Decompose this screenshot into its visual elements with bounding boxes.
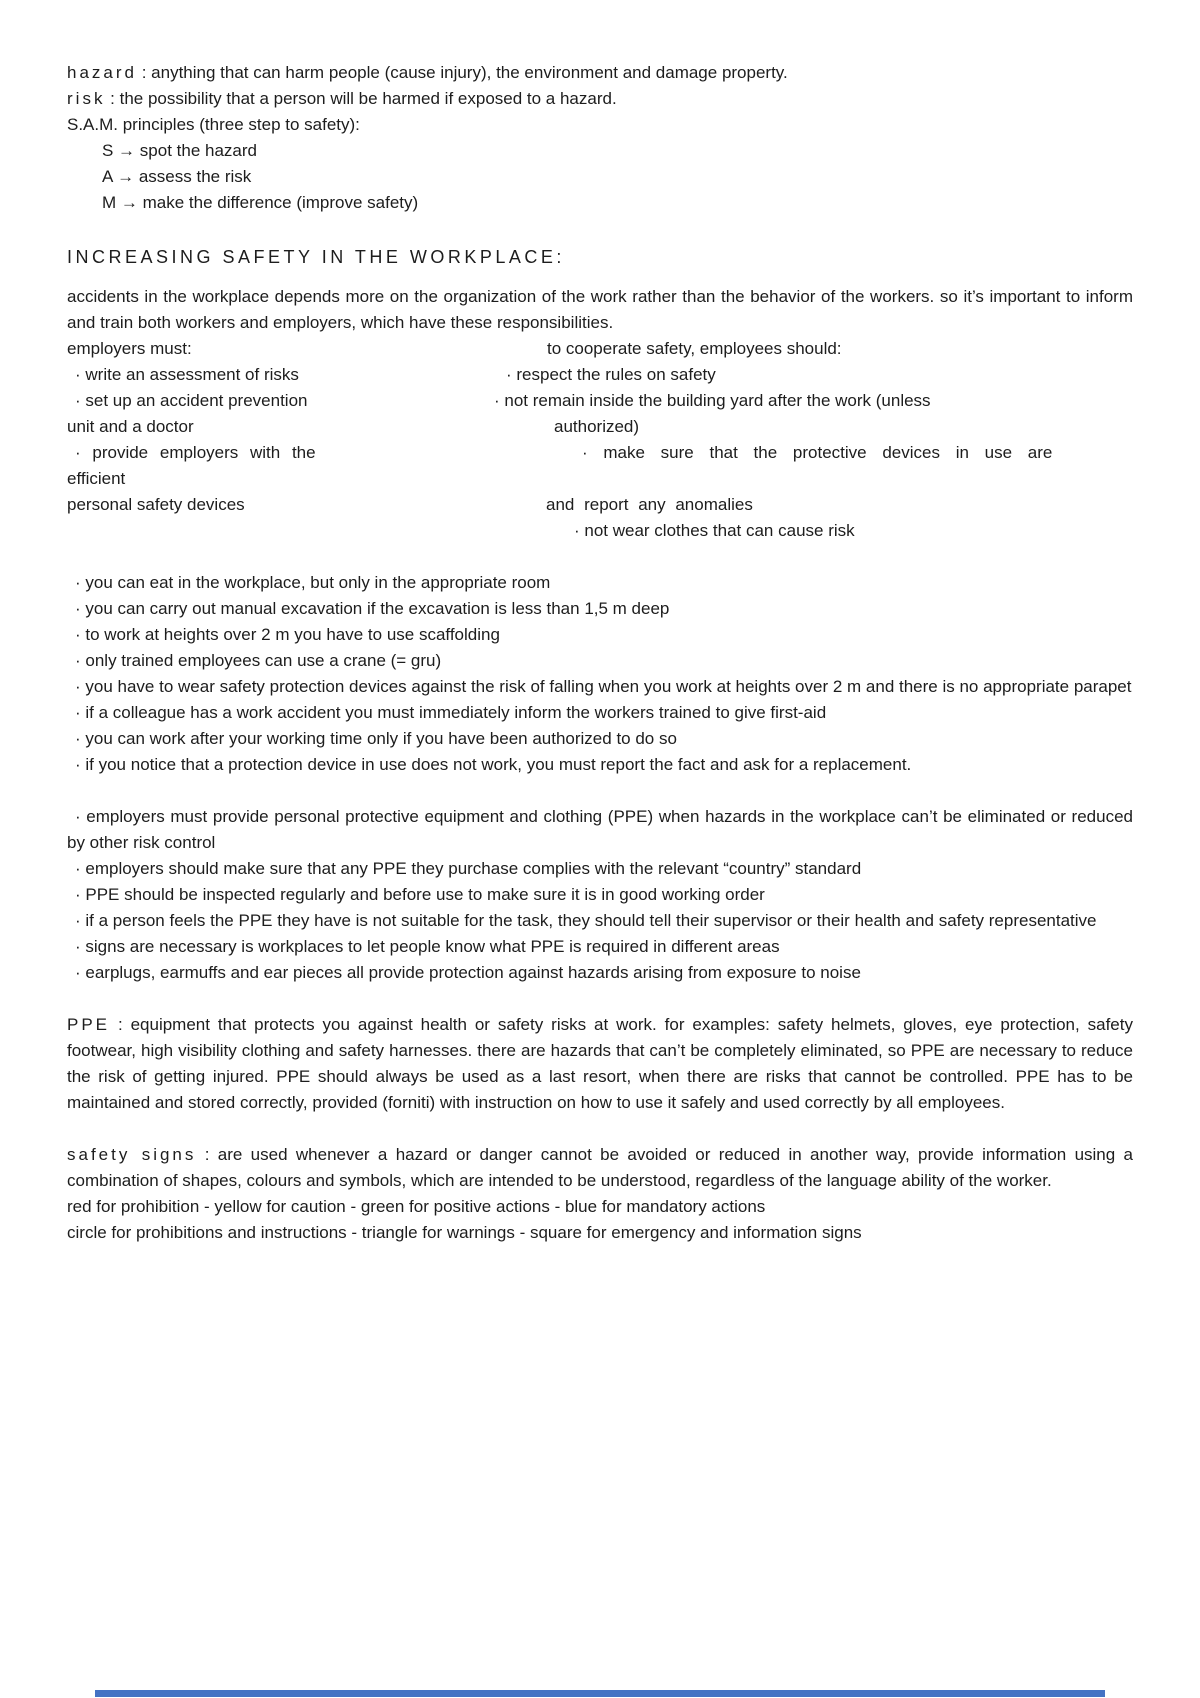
employee-duty: and report any anomalies <box>546 495 753 514</box>
employee-duty: authorized) <box>554 417 640 436</box>
list-item: · if you notice that a protection device in use does not work, you must report the fact and ask for a replacement. <box>75 755 912 774</box>
list-item: · employers should make sure that any PPE they purchase complies with the relevant “country” standard <box>75 859 862 878</box>
duties-row <box>67 492 1133 518</box>
duties-row <box>67 414 1133 440</box>
sam-step-assess: A → assess the risk <box>102 167 252 186</box>
sam-step-spot: S → spot the hazard <box>102 141 257 160</box>
employee-duty: · not remain inside the building yard after the work (unless <box>494 391 931 410</box>
duties-row <box>67 362 1133 388</box>
sam-step-make: M → make the difference (improve safety) <box>102 193 419 212</box>
definition-risk-text: : the possibility that a person will be harmed if exposed to a hazard. <box>105 89 617 108</box>
list-item: · you can work after your working time only if you have been authorized to do so <box>75 729 677 748</box>
term-hazard: hazard <box>67 63 137 82</box>
employer-duty: unit and a doctor <box>67 417 194 436</box>
list-item: · you can carry out manual excavation if the excavation is less than 1,5 m deep <box>75 599 670 618</box>
employee-duty: · not wear clothes that can cause risk <box>574 521 855 540</box>
signs-shapes-line: circle for prohibitions and instructions - triangle for warnings - square for emergency and information signs <box>67 1223 862 1242</box>
list-item: · signs are necessary is workplaces to let people know what PPE is required in different areas <box>75 937 780 956</box>
employer-duty: personal safety devices <box>67 495 245 514</box>
section-heading: INCREASING SAFETY IN THE WORKPLACE: <box>67 247 565 267</box>
spacer <box>67 544 1133 570</box>
sam-intro: S.A.M. principles (three step to safety): <box>67 115 360 134</box>
list-item: · earplugs, earmuffs and ear pieces all provide protection against hazards arising from exposure to noise <box>75 963 861 982</box>
duties-row <box>67 440 1133 466</box>
duties-row <box>67 388 1133 414</box>
list-item: · only trained employees can use a crane (= gru) <box>75 651 442 670</box>
employer-duty: · write an assessment of risks <box>75 365 299 384</box>
definition-hazard <box>67 60 1133 86</box>
term-risk: risk <box>67 89 106 108</box>
definition-hazard-text: : anything that can harm people (cause injury), the environment and damage property. <box>136 63 788 82</box>
duties-row <box>67 518 1133 544</box>
ppe-paragraph <box>67 1012 1133 1116</box>
list-item: · if a person feels the PPE they have is not suitable for the task, they should tell their supervisor or their health and safety representative <box>75 911 1097 930</box>
employers-must-label: employers must: <box>67 339 192 358</box>
list-item: · you have to wear safety protection devices against the risk of falling when you work at heights over 2 m and there is no appropriate parapet <box>75 677 1132 696</box>
duties-row <box>67 466 1133 492</box>
list-item: · if a colleague has a work accident you must immediately inform the workers trained to give first-aid <box>75 703 827 722</box>
spacer <box>67 778 1133 804</box>
bottom-accent-bar <box>95 1690 1105 1697</box>
duties-two-column <box>67 336 1133 544</box>
list-item: · you can eat in the workplace, but only in the appropriate room <box>75 573 551 592</box>
list-item: · PPE should be inspected regularly and before use to make sure it is in good working order <box>75 885 765 904</box>
employer-duty: · set up an accident prevention <box>75 391 308 410</box>
term-safety-signs: safety signs <box>67 1145 197 1164</box>
workplace-rules-list <box>67 570 1133 778</box>
employer-duty: efficient <box>67 469 126 488</box>
ppe-rules-list <box>67 804 1133 986</box>
employer-duty: · provide employers with the <box>75 443 316 462</box>
definition-risk <box>67 86 1133 112</box>
spacer <box>67 986 1133 1012</box>
safety-signs-text: : are used whenever a hazard or danger cannot be avoided or reduced in another way, provide information using a combination of shapes, colours and symbols, which are intended to be understood, regardless of the language ability of the worker. <box>67 1145 1134 1190</box>
list-item: · to work at heights over 2 m you have to use scaffolding <box>75 625 500 644</box>
signs-colors-line: red for prohibition - yellow for caution - green for positive actions - blue for mandatory actions <box>67 1197 766 1216</box>
employee-duty: · respect the rules on safety <box>506 365 716 384</box>
spacer <box>67 1116 1133 1142</box>
duties-row <box>67 336 1133 362</box>
list-item: · employers must provide personal protective equipment and clothing (PPE) when hazards in the workplace can’t be eliminated or reduced by other risk control <box>67 807 1133 852</box>
intro-paragraph: accidents in the workplace depends more on the organization of the work rather than the behavior of the workers. so it’s important to inform and train both workers and employers, which have these responsibilities. <box>67 287 1133 332</box>
term-ppe: PPE <box>67 1015 111 1034</box>
safety-signs-paragraph <box>67 1142 1133 1194</box>
ppe-paragraph-text: : equipment that protects you against health or safety risks at work. for examples: safety helmets, gloves, eye protection, safety footwear, high visibility clothing and safety harnesses. there are hazards that can’t be completely eliminated, so PPE are necessary to reduce the risk of getting injured. PPE should always be used as a last resort, when there are risks that cannot be controlled. PPE has to be maintained and stored correctly, provided (forniti) with instruction on how to use it safely and used correctly by all employees. <box>67 1015 1133 1112</box>
employee-duty: · make sure that the protective devices in use are <box>582 443 1053 462</box>
employees-should-label: to cooperate safety, employees should: <box>547 339 842 358</box>
